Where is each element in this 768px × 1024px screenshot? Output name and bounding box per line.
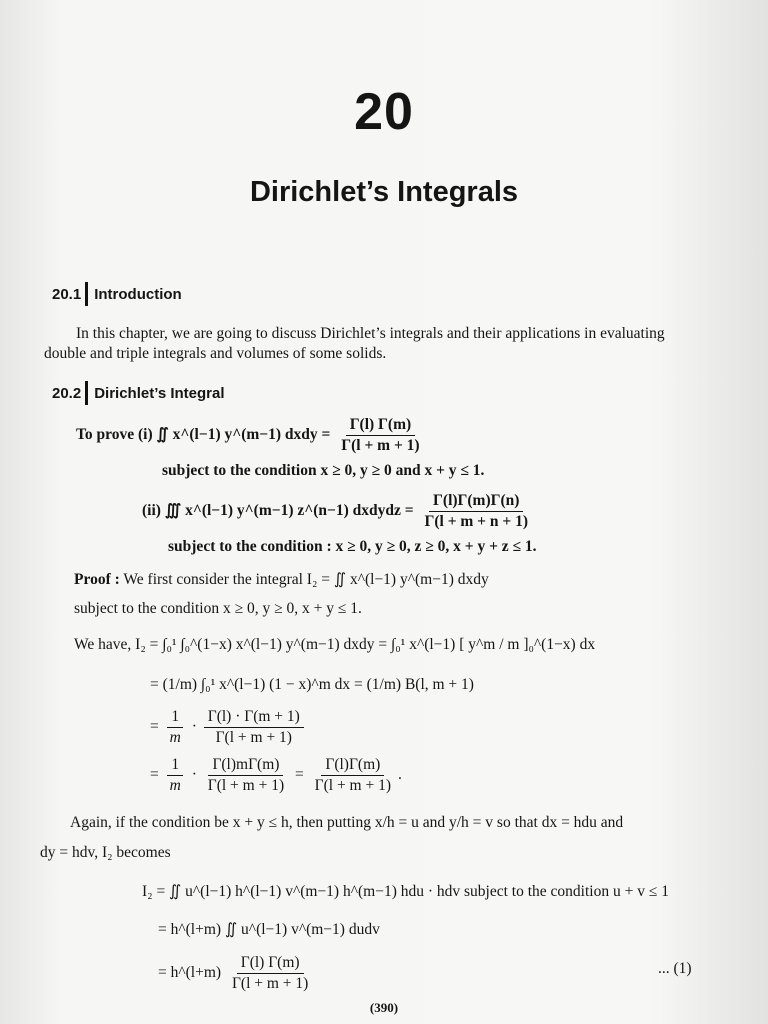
proof-line-1: Proof : We first consider the integral I₂ = ∬ x^(l−1) y^(m−1) dxdy	[74, 571, 489, 588]
proof-label: Proof :	[74, 571, 120, 588]
theorem-ii	[142, 492, 535, 531]
theorem-i	[76, 416, 427, 455]
proof-line-4: = (1/m) ∫₀¹ x^(l−1) (1 − x)^m dx = (1/m) B(l, m + 1)	[150, 676, 474, 693]
theorem-ii-lhs: ∭ x^(l−1) y^(m−1) z^(n−1) dxdydz =	[164, 502, 414, 520]
proof-line-6: = $\frac{1}{m}$ · $\frac{\Gamma(l)m\Gamma(m)}{\Gamma(l + m + 1)}$ = $\frac{\Gamma(l)\Gamma(m)}{\Gamma(l + m + 1)}$ .	[150, 756, 402, 794]
equation-line-3: = h^(l+m) $\frac{\Gamma(l) \Gamma(m)}{\Gamma(l + m + 1)}$	[158, 954, 309, 992]
section-title: Dirichlet’s Integral	[94, 384, 225, 402]
proof-line-5: = $\frac{1}{m}$ · $\frac{\Gamma(l) \cdot \Gamma(m + 1)}{\Gamma(l + m + 1)}$	[150, 708, 307, 747]
chapter-number: 20	[354, 83, 414, 141]
equation-number: ... (1)	[658, 960, 692, 977]
section-number: 20.2	[52, 384, 82, 402]
section-number: 20.1	[52, 285, 82, 303]
section-divider	[85, 282, 88, 306]
theorem-i-fraction: $\frac{\Gamma(l) \Gamma(m)}{\Gamma(l + m + 1)}$	[341, 416, 420, 454]
section-heading-intro	[52, 282, 182, 306]
section-divider	[85, 381, 88, 405]
section-title: Introduction	[94, 285, 182, 303]
theorem-i-lhs: ∬ x^(l−1) y^(m−1) dxdy =	[156, 426, 331, 444]
section-heading-dirichlet	[52, 381, 225, 405]
theorem-i-condition: subject to the condition x ≥ 0, y ≥ 0 and x + y ≤ 1.	[162, 462, 485, 479]
equation-line-2: = h^(l+m) ∬ u^(l−1) v^(m−1) dudv	[158, 921, 380, 938]
theorem-ii-label: (ii)	[142, 502, 161, 520]
again-line: Again, if the condition be x + y ≤ h, then putting x/h = u and y/h = v so that dx = hdu and	[70, 814, 624, 831]
proof-line-2: subject to the condition x ≥ 0, y ≥ 0, x + y ≤ 1.	[74, 600, 362, 617]
page-number: (390)	[369, 1000, 399, 1015]
chapter-title: Dirichlet’s Integrals	[249, 176, 519, 208]
theorem-i-label: To prove (i)	[76, 426, 153, 444]
proof-line-3: We have, I₂ = ∫₀¹ ∫₀^(1−x) x^(l−1) y^(m−1) dxdy = ∫₀¹ x^(l−1) [ y^m / m ]₀^(1−x) dx	[74, 636, 596, 653]
theorem-ii-fraction: $\frac{\Gamma(l)\Gamma(m)\Gamma(n)}{\Gamma(l + m + n + 1)}$	[424, 492, 529, 530]
theorem-ii-condition: subject to the condition : x ≥ 0, y ≥ 0, z ≥ 0, x + y + z ≤ 1.	[168, 538, 537, 555]
equation-line-1: I₂ = ∬ u^(l−1) h^(l−1) v^(m−1) h^(m−1) hdu · hdv subject to the condition u + v ≤ 1	[142, 883, 669, 900]
intro-paragraph: In this chapter, we are going to discuss Dirichlet’s integrals and their applications in evaluating double and triple integrals and volumes of some solids.	[44, 325, 665, 362]
dy-line: dy = hdv, I₂ becomes	[40, 844, 171, 861]
